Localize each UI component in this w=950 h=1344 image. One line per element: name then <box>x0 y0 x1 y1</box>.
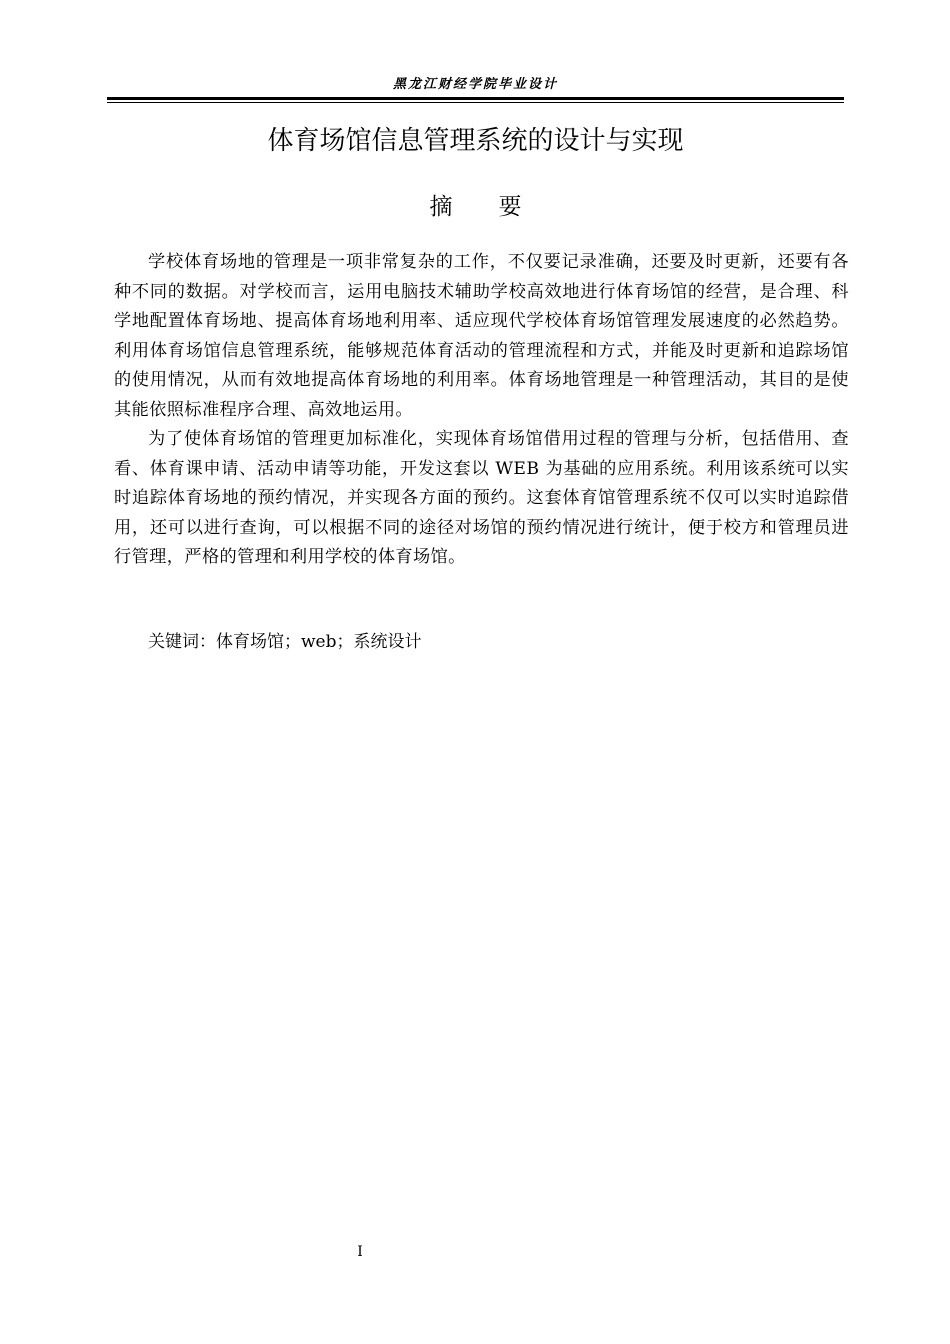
page-number: I <box>357 1244 363 1260</box>
header-rule-thick <box>107 97 844 100</box>
abstract-heading <box>107 190 844 224</box>
abstract-paragraph-2: 为了使体育场馆的管理更加标准化，实现体育场馆借用过程的管理与分析，包括借用、查看、体育课申请、活动申请等功能，开发这套以 WEB 为基础的应用系统。利用该系统可以实时追踪体育场地的预约情况，并实现各方面的预约。这套体育馆管理系统不仅可以实时追踪借用，还可以进行查询，可以根据不同的途径对场馆的预约情况进行统计，便于校方和管理员进行管理，严格的管理和利用学校的体育场馆。 <box>114 429 849 567</box>
abstract-heading-left: 摘 <box>429 194 453 220</box>
keywords-value: 体育场馆；web；系统设计 <box>216 632 422 652</box>
abstract-body <box>114 248 849 573</box>
keywords-label: 关键词： <box>148 632 216 652</box>
abstract-paragraph-1: 学校体育场地的管理是一项非常复杂的工作，不仅要记录准确，还要及时更新，还要有各种不同的数据。对学校而言，运用电脑技术辅助学校高效地进行体育场馆的经营，是合理、科学地配置体育场地、提高体育场地利用率、适应现代学校体育场馆管理发展速度的必然趋势。利用体育场馆信息管理系统，能够规范体育活动的管理流程和方式，并能及时更新和追踪场馆的使用情况，从而有效地提高体育场地的利用率。体育场地管理是一种管理活动，其目的是使其能依照标准程序合理、高效地运用。 <box>114 252 849 420</box>
page-header-institution: 黑龙江财经学院毕业设计 <box>392 77 558 92</box>
abstract-heading-right: 要 <box>498 194 522 220</box>
document-title: 体育场馆信息管理系统的设计与实现 <box>267 126 684 156</box>
keywords-line <box>148 628 848 656</box>
header-rule-thin <box>107 102 844 103</box>
